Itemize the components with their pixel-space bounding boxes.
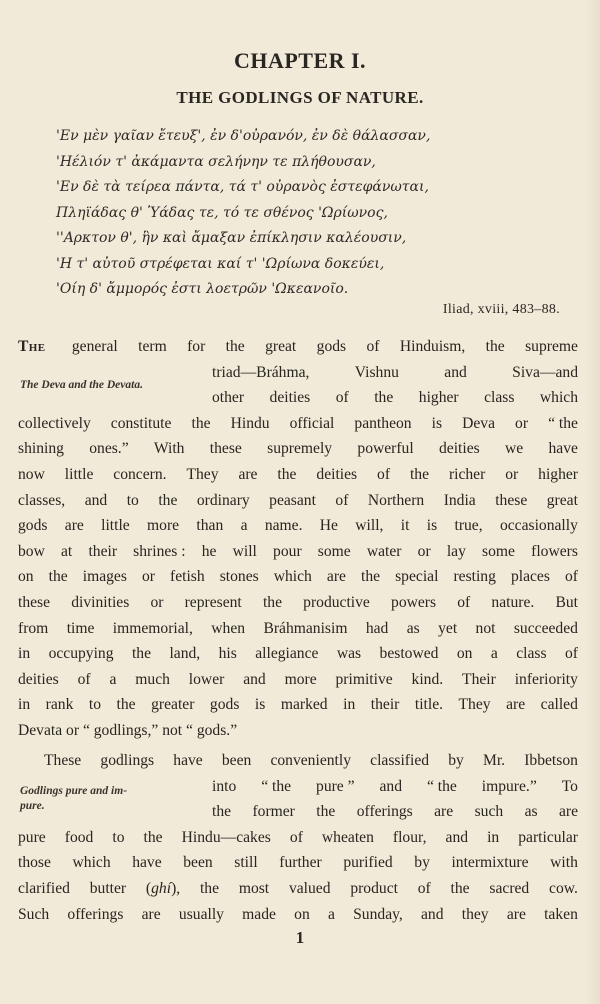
word: They	[186, 465, 219, 483]
word: “ the	[548, 414, 578, 432]
word: the	[191, 414, 211, 432]
word: wheaten	[321, 828, 374, 846]
word: Hindu—cakes	[181, 828, 271, 846]
word: have	[132, 854, 162, 872]
paragraph-godlings	[18, 748, 578, 927]
word: other	[212, 389, 245, 407]
word: class	[484, 389, 515, 407]
word: the	[143, 828, 163, 846]
word: deities	[18, 670, 59, 688]
text-line	[18, 641, 578, 667]
word: marked	[280, 696, 328, 714]
word: flour,	[392, 828, 427, 846]
word: with	[550, 854, 578, 872]
word: in	[343, 696, 356, 714]
word: of	[77, 670, 91, 688]
text-line	[18, 513, 578, 539]
word: conveniently	[270, 752, 351, 769]
word: butter	[89, 879, 127, 897]
word: stones	[219, 568, 259, 586]
word: not	[475, 619, 496, 637]
word: little	[64, 465, 94, 483]
word: the	[450, 879, 470, 897]
word: sacred	[489, 879, 530, 897]
text-line	[18, 718, 578, 744]
word: productive	[303, 593, 370, 611]
word: on	[456, 645, 473, 663]
word: occasionally	[499, 517, 578, 535]
word: such	[474, 803, 504, 821]
word: more	[147, 517, 180, 535]
word: lower	[188, 670, 225, 688]
word: the	[116, 696, 136, 714]
word: to	[112, 828, 125, 846]
word: Ibbetson	[524, 752, 578, 769]
word: his	[218, 645, 237, 663]
word: made	[242, 905, 276, 923]
text-line	[44, 748, 578, 774]
word: class	[516, 645, 547, 663]
word: images	[82, 568, 127, 586]
word: as	[406, 619, 420, 637]
word: Sunday,	[353, 905, 403, 923]
word: of	[377, 465, 391, 483]
word: in	[18, 645, 31, 663]
word: former	[252, 803, 295, 821]
epigraph-line: 'Ηέλιόν τ' ἀκάμαντα σελήνην τε πλήθουσαν,	[56, 153, 376, 170]
word: of	[289, 828, 303, 846]
word: deities	[269, 389, 311, 407]
word: flowers	[531, 542, 578, 560]
word: for	[187, 338, 206, 355]
word: India	[443, 491, 476, 509]
word: is	[431, 414, 443, 432]
word: Hinduism,	[399, 338, 466, 355]
word: on	[294, 905, 310, 923]
word: will	[232, 542, 257, 560]
word: nature.	[491, 593, 535, 611]
lead-word: The	[18, 338, 46, 355]
word: the	[409, 465, 430, 483]
word: powers	[391, 593, 437, 611]
word: name.	[264, 517, 303, 535]
word: pure ”	[316, 777, 355, 795]
page-number: 1	[295, 928, 305, 947]
word: and	[243, 670, 266, 688]
word: or	[505, 465, 519, 483]
word: immemorial,	[112, 619, 193, 637]
word: those	[18, 854, 51, 872]
text-line	[18, 334, 578, 360]
word: these	[18, 593, 51, 611]
word: deities	[316, 465, 358, 483]
word: particular	[518, 828, 578, 846]
word: clarified	[18, 879, 70, 897]
word: yet	[438, 619, 458, 637]
text-line	[18, 825, 578, 851]
word: Bráhmanisim	[263, 619, 348, 637]
margin-note-godlings-line2: pure.	[20, 800, 45, 812]
greek-epigraph	[56, 124, 576, 303]
word: higher	[418, 389, 459, 407]
word: Deva	[462, 414, 495, 432]
word: a	[327, 905, 335, 923]
word: shrines :	[133, 542, 186, 560]
word: concern.	[113, 465, 167, 483]
word: cow.	[549, 879, 578, 897]
word: primitive	[335, 670, 393, 688]
word: is	[426, 517, 438, 535]
epigraph-line: 'Η τ' αὐτοῦ στρέφεται καί τ' 'Ωρίωνα δοκεύει,	[56, 255, 385, 272]
word: Northern	[367, 491, 425, 509]
word: usually	[178, 905, 224, 923]
word: we	[505, 440, 524, 458]
word: great	[265, 338, 297, 355]
word: the	[48, 568, 68, 586]
margin-note-godlings-line1: Godlings pure and im-	[20, 785, 128, 797]
word: time	[66, 619, 95, 637]
word: are	[506, 905, 526, 923]
word: ones.”	[89, 440, 129, 458]
word: of	[457, 593, 471, 611]
word: purified	[343, 854, 393, 872]
word: land,	[169, 645, 201, 663]
word: rank	[45, 696, 74, 714]
margin-note-deva: The Deva and the Devata.	[20, 379, 143, 391]
word: into	[212, 777, 237, 795]
word: bestowed	[379, 645, 439, 663]
word: are	[326, 568, 346, 586]
word: gods	[209, 696, 240, 714]
word: which	[273, 568, 312, 586]
word: richer	[448, 465, 486, 483]
text-line	[18, 590, 578, 616]
word: been	[221, 752, 252, 769]
word: which	[539, 389, 578, 407]
word: called	[540, 696, 578, 714]
word: and	[421, 905, 444, 923]
word: official	[289, 414, 335, 432]
word: which	[72, 854, 111, 872]
word: divinities	[71, 593, 130, 611]
word: a	[109, 670, 117, 688]
chapter-heading: CHAPTER I.	[233, 48, 367, 73]
word: occupying	[48, 645, 114, 663]
text-line	[18, 902, 578, 928]
word: inferiority	[514, 670, 578, 688]
word: the	[212, 803, 232, 821]
word: of	[417, 879, 431, 897]
word: was	[336, 645, 362, 663]
word: food	[64, 828, 94, 846]
text-line	[212, 799, 578, 825]
word: Vishnu	[354, 363, 399, 381]
word: most	[238, 879, 270, 897]
word: “ the	[261, 777, 292, 795]
word: in	[487, 828, 500, 846]
word: To	[561, 777, 578, 795]
epigraph-line: 'Εν δὲ τὰ τείρεα πάντα, τά τ' οὐρανὸς ἐστεφάνωται,	[56, 179, 429, 195]
epigraph-line: Πληϊάδας θ' Ὑάδας τε, τό τε σθένος 'Ωρίωνος,	[56, 204, 388, 221]
word: term	[138, 338, 167, 355]
word: some	[482, 542, 515, 560]
word: are	[558, 803, 578, 821]
word: and	[379, 777, 402, 795]
word: are	[434, 803, 454, 821]
word: when	[211, 619, 246, 637]
word: some	[317, 542, 351, 560]
word: in	[18, 696, 31, 714]
word: are	[64, 517, 84, 535]
word: as	[524, 803, 538, 821]
word: little	[101, 517, 130, 535]
text-line	[18, 488, 578, 514]
word: gods	[18, 517, 48, 535]
word: been	[183, 854, 213, 872]
text-line	[18, 876, 578, 902]
word: true,	[454, 517, 483, 535]
word: succeeded	[513, 619, 578, 637]
word: had	[365, 619, 389, 637]
word: Their	[462, 670, 496, 688]
word: ordinary	[196, 491, 250, 509]
word: he	[201, 542, 217, 560]
word: of	[564, 568, 578, 586]
word: powerful	[357, 440, 414, 458]
word: Devata or “ godlings,” not “ gods.”	[18, 721, 238, 739]
word: He	[319, 517, 338, 535]
word: or	[141, 568, 155, 586]
word: classified	[370, 752, 430, 769]
word: taken	[544, 905, 578, 923]
word: Such	[18, 905, 50, 923]
word: and	[445, 828, 469, 846]
text-line	[18, 411, 578, 437]
word: (ghí),	[145, 879, 181, 897]
word: classes,	[18, 491, 66, 509]
text-line	[212, 360, 578, 386]
word: than	[196, 517, 224, 535]
word: These	[44, 752, 82, 769]
word: further	[279, 854, 322, 872]
word: and	[444, 363, 467, 381]
text-line	[18, 692, 578, 718]
word: Siva—and	[512, 363, 578, 381]
word: represent	[184, 593, 242, 611]
word: the	[262, 593, 282, 611]
epigraph-citation: Iliad, xviii, 483–88.	[442, 302, 560, 317]
text-line	[212, 385, 578, 411]
word: Mr.	[482, 752, 506, 769]
paragraph-deva	[18, 334, 578, 744]
word: to	[88, 696, 102, 714]
word: great	[546, 491, 578, 509]
word: it	[400, 517, 410, 535]
text-line	[18, 616, 578, 642]
text-line	[212, 774, 578, 800]
word: godlings	[100, 752, 155, 769]
text-line	[18, 436, 578, 462]
word: general	[71, 338, 118, 355]
word: places	[510, 568, 550, 586]
word: shining	[18, 440, 64, 458]
word: now	[18, 465, 45, 483]
word: the	[316, 803, 336, 821]
word: “ the	[426, 777, 457, 795]
word: or	[515, 414, 529, 432]
word: water	[366, 542, 402, 560]
word: resting	[453, 568, 496, 586]
word: the	[199, 879, 220, 897]
word: greater	[151, 696, 195, 714]
word: a	[240, 517, 248, 535]
epigraph-line: ''Αρκτον θ', ἣν καὶ ἄμαξαν ἐπίκλησιν καλέουσιν,	[56, 230, 407, 246]
word: pour	[273, 542, 302, 560]
word: higher	[538, 465, 578, 483]
word: have	[173, 752, 203, 769]
word: offerings	[356, 803, 413, 821]
word: have	[548, 440, 578, 458]
word: supremely	[267, 440, 333, 458]
word: the	[158, 491, 178, 509]
word: pure	[18, 828, 46, 846]
word: But	[555, 593, 578, 611]
word: and	[84, 491, 108, 509]
word: gods	[316, 338, 347, 355]
word: constitute	[110, 414, 172, 432]
word: on	[18, 568, 34, 586]
word: the	[485, 338, 505, 355]
epigraph-line: 'Εν μὲν γαῖαν ἔτευξ', ἐν δ'οὐρανόν, ἐν δὲ θάλασσαν,	[56, 128, 431, 144]
word: at	[61, 542, 73, 560]
word: of	[564, 645, 578, 663]
word: intermixture	[451, 854, 529, 872]
word: bow	[18, 542, 45, 560]
text-line	[18, 667, 578, 693]
word: valued	[288, 879, 331, 897]
text-line	[18, 850, 578, 876]
word: still	[234, 854, 258, 872]
word: the	[131, 645, 152, 663]
word: the	[277, 465, 297, 483]
word: are	[141, 905, 161, 923]
word: of	[335, 491, 349, 509]
word: more	[284, 670, 317, 688]
word: will,	[355, 517, 384, 535]
word: from	[18, 619, 49, 637]
text-line	[18, 462, 578, 488]
epigraph-line: 'Οίη δ' ἄμμορός ἐστι λοετρῶν 'Ωκεανοῖο.	[56, 281, 349, 297]
word: collectively	[18, 414, 91, 432]
word: impure.”	[481, 777, 537, 795]
word: are	[238, 465, 258, 483]
word: much	[135, 670, 170, 688]
word: allegiance	[255, 645, 319, 663]
word: triad—Bráhma,	[212, 363, 310, 381]
word: their	[370, 696, 400, 714]
word: they	[461, 905, 489, 923]
word: to	[126, 491, 139, 509]
word: of	[335, 389, 349, 407]
chapter-title: THE GODLINGS OF NATURE.	[176, 88, 424, 107]
word: these	[209, 440, 242, 458]
page-edge-shadow	[586, 0, 600, 1004]
word: these	[495, 491, 528, 509]
word: title.	[414, 696, 444, 714]
word: or	[150, 593, 164, 611]
word: pantheon	[354, 414, 412, 432]
word: kind.	[411, 670, 444, 688]
word: the	[374, 389, 394, 407]
word: by	[414, 854, 430, 872]
word: They	[458, 696, 491, 714]
word: their	[88, 542, 118, 560]
word: of	[366, 338, 380, 355]
text-line	[18, 539, 578, 565]
word: product	[350, 879, 398, 897]
word: is	[254, 696, 266, 714]
word: are	[506, 696, 526, 714]
word: Hindu	[230, 414, 270, 432]
word: a	[490, 645, 498, 663]
word: lay	[446, 542, 466, 560]
word: offerings	[67, 905, 124, 923]
word: special	[395, 568, 439, 586]
text-line	[18, 564, 578, 590]
word: peasant	[269, 491, 316, 509]
word: by	[448, 752, 464, 769]
word: supreme	[525, 338, 578, 355]
word: With	[153, 440, 185, 458]
word: deities	[438, 440, 480, 458]
word: fetish	[170, 568, 205, 586]
word: the	[361, 568, 381, 586]
word: the	[225, 338, 245, 355]
word: or	[417, 542, 431, 560]
